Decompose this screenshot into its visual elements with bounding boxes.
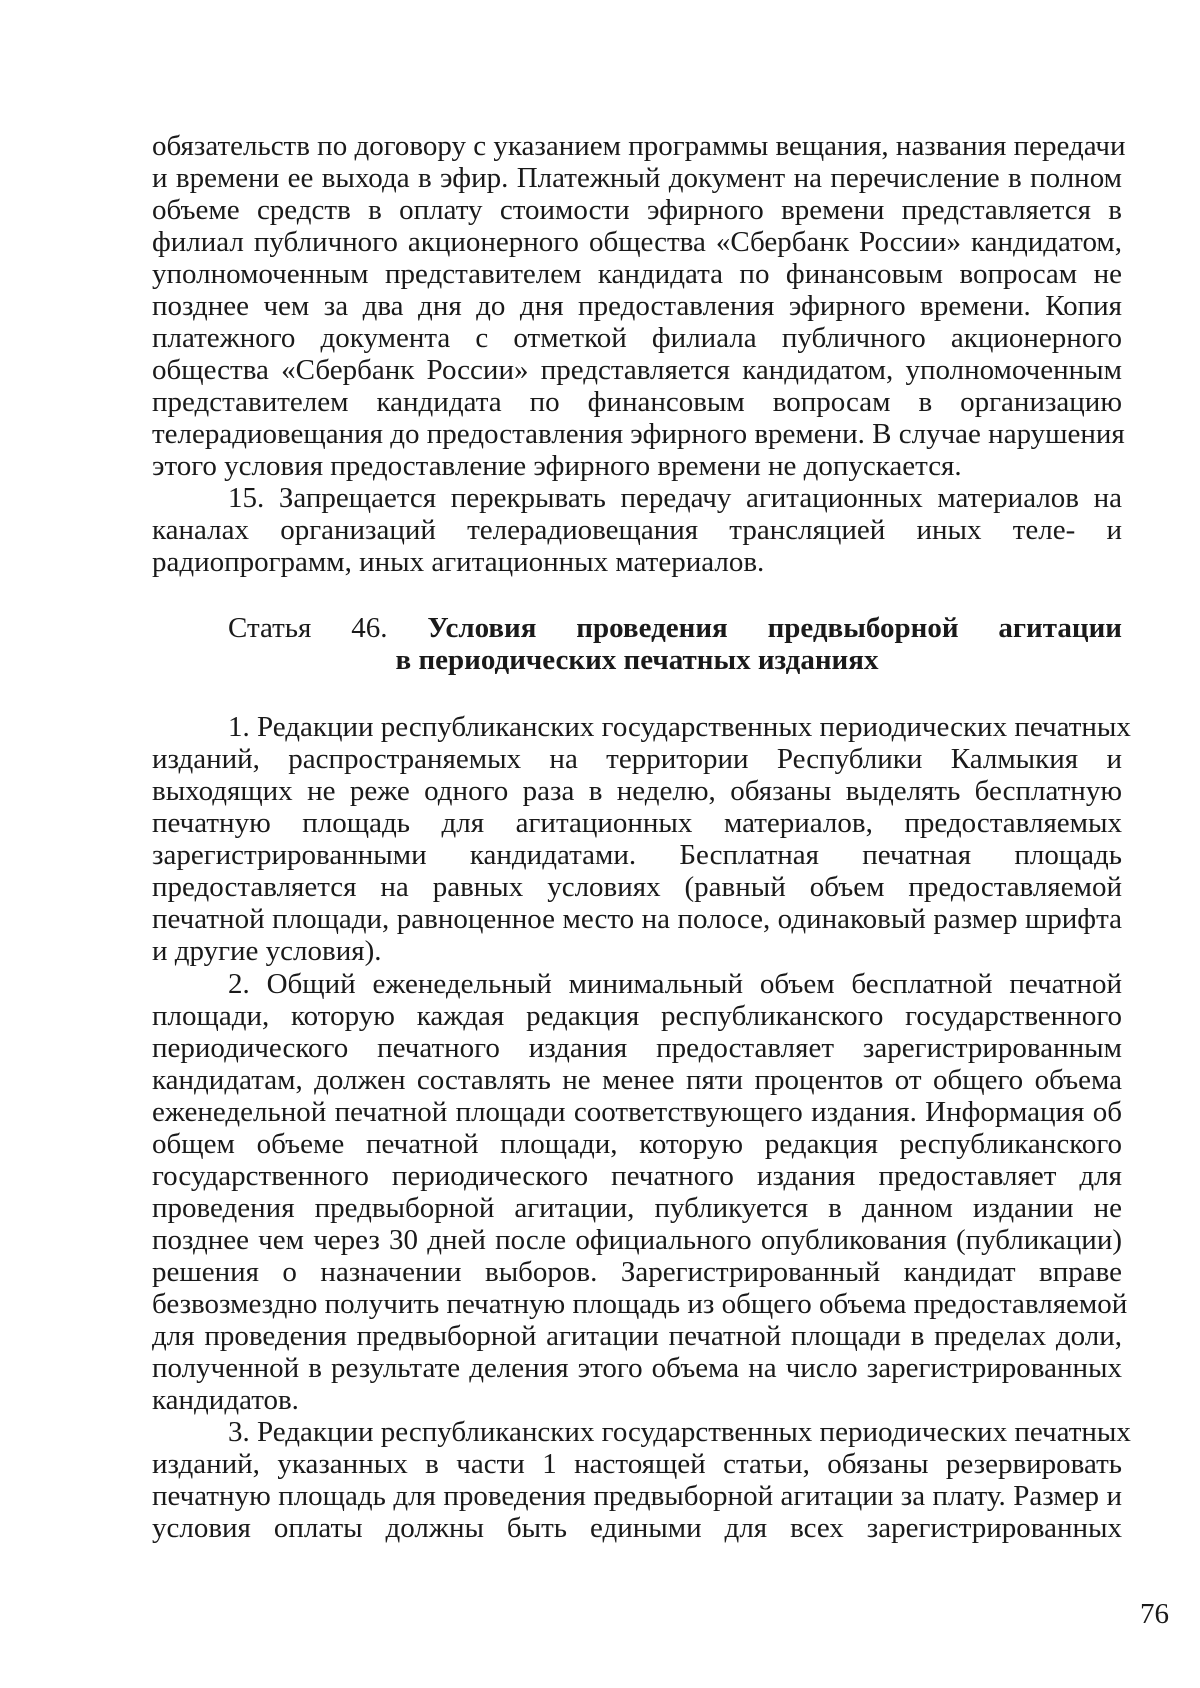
- text-line: объеме средств в оплату стоимости эфирного времени представляется в: [152, 194, 1122, 226]
- text-line: радиопрограмм, иных агитационных материалов.: [152, 546, 765, 578]
- text-line: представителем кандидата по финансовым вопросам в организацию: [152, 386, 1122, 418]
- text-line: периодического печатного издания предоставляет зарегистрированным: [152, 1032, 1122, 1064]
- text-line: 2. Общий еженедельный минимальный объем бесплатной печатной: [228, 968, 1122, 1000]
- text-line: печатной площади, равноценное место на полосе, одинаковый размер шрифта: [152, 903, 1122, 935]
- text-line: изданий, указанных в части 1 настоящей статьи, обязаны резервировать: [152, 1448, 1122, 1480]
- text-line: уполномоченным представителем кандидата по финансовым вопросам не: [152, 258, 1122, 290]
- page-number: 76: [1140, 1598, 1169, 1630]
- text-line: позднее чем через 30 дней после официального опубликования (публикации): [152, 1224, 1122, 1256]
- text-line: 1. Редакции республиканских государственных периодических печатных: [228, 711, 1131, 743]
- text-line: выходящих не реже одного раза в неделю, обязаны выделять бесплатную: [152, 775, 1122, 807]
- text-line: общем объеме печатной площади, которую редакция республиканского: [152, 1128, 1122, 1160]
- text-line: еженедельной печатной площади соответствующего издания. Информация об: [152, 1096, 1122, 1128]
- text-line: решения о назначении выборов. Зарегистрированный кандидат вправе: [152, 1256, 1122, 1288]
- text-line: телерадиовещания до предоставления эфирного времени. В случае нарушения: [152, 418, 1125, 450]
- text-line: кандидатам, должен составлять не менее пяти процентов от общего объема: [152, 1064, 1122, 1096]
- text-line: печатную площадь для проведения предвыборной агитации за плату. Размер и: [152, 1480, 1122, 1512]
- text-line: обязательств по договору с указанием программы вещания, названия передачи: [152, 130, 1126, 162]
- text-line: филиал публичного акционерного общества «Сбербанк России» кандидатом,: [152, 226, 1122, 258]
- text-line: позднее чем за два дня до дня предоставления эфирного времени. Копия: [152, 290, 1122, 322]
- article-title: Условия проведения предвыборной агитации: [427, 612, 1122, 644]
- text-line: каналах организаций телерадиовещания трансляцией иных теле- и: [152, 514, 1122, 546]
- text-line: предоставляется на равных условиях (равный объем предоставляемой: [152, 871, 1122, 903]
- text-line: 15. Запрещается перекрывать передачу агитационных материалов на: [228, 482, 1122, 514]
- text-line: изданий, распространяемых на территории Республики Калмыкия и: [152, 743, 1122, 775]
- text-line: для проведения предвыборной агитации печатной площади в пределах доли,: [152, 1320, 1122, 1352]
- text-line: проведения предвыборной агитации, публикуется в данном издании не: [152, 1192, 1122, 1224]
- text-line: полученной в результате деления этого объема на число зарегистрированных: [152, 1352, 1122, 1384]
- text-line: зарегистрированными кандидатами. Бесплатная печатная площадь: [152, 839, 1122, 871]
- text-line: этого условия предоставление эфирного времени не допускается.: [152, 450, 962, 482]
- text-line: условия оплаты должны быть едиными для всех зарегистрированных: [152, 1512, 1122, 1544]
- text-line: кандидатов.: [152, 1384, 299, 1416]
- article-heading: [228, 612, 1122, 644]
- text-line: государственного периодического печатного издания предоставляет для: [152, 1160, 1122, 1192]
- article-number: Статья 46.: [228, 612, 388, 644]
- article-title-continuation: в периодических печатных изданиях: [395, 644, 879, 676]
- text-line: безвозмездно получить печатную площадь из общего объема предоставляемой: [152, 1288, 1128, 1320]
- text-line: общества «Сбербанк России» представляется кандидатом, уполномоченным: [152, 354, 1122, 386]
- text-line: платежного документа с отметкой филиала публичного акционерного: [152, 322, 1122, 354]
- text-line: площади, которую каждая редакция республиканского государственного: [152, 1000, 1122, 1032]
- text-line: 3. Редакции республиканских государственных периодических печатных: [228, 1416, 1131, 1448]
- text-line: печатную площадь для агитационных материалов, предоставляемых: [152, 807, 1122, 839]
- text-line: и времени ее выхода в эфир. Платежный документ на перечисление в полном: [152, 162, 1122, 194]
- text-line: и другие условия).: [152, 935, 382, 967]
